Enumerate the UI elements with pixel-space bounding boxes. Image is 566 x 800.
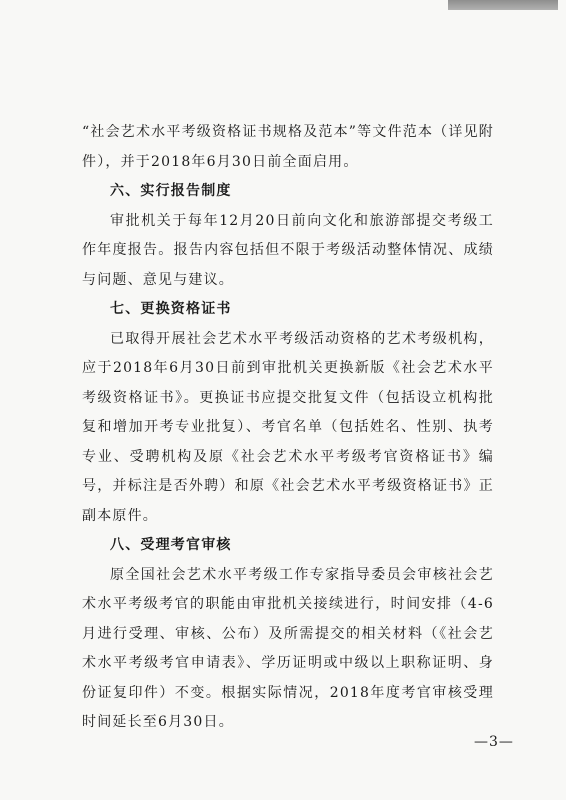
page-number: —3— (474, 734, 514, 750)
document-body (82, 118, 494, 738)
paragraph-report-system: 审批机关于每年12月20日前向文化和旅游部提交考级工作年度报告。报告内容包括但不限于考级活动整体情况、成绩与问题、意见与建议。 (82, 212, 494, 288)
section-heading-7: 七、更换资格证书 (110, 301, 232, 317)
section-heading-8: 八、受理考官审核 (110, 537, 232, 553)
section-heading-6: 六、实行报告制度 (110, 183, 232, 199)
scan-artifact-strip (448, 0, 558, 10)
paragraph-examiner-review: 原全国社会艺术水平考级工作专家指导委员会审核社会艺术水平考级考官的职能由审批机关接续进行，时间安排（4-6月进行受理、审核、公布）及所需提交的相关材料（《社会艺术水平考级考官申请表》、学历证明或中级以上职称证明、身份证复印件）不变。根据实际情况，2018年度考官审核受理时间延长至6月30日。 (82, 566, 494, 730)
paragraph-certificate-replacement: 已取得开展社会艺术水平考级活动资格的艺术考级机构，应于2018年6月30日前到审批机关更换新版《社会艺术水平考级资格证书》。更换证书应提交批复文件（包括设立机构批复和增加开考专业批复）、考官名单（包括姓名、性别、执考专业、受聘机构及原《社会艺术水平考级考官资格证书》编号，并标注是否外聘）和原《社会艺术水平考级资格证书》正副本原件。 (82, 330, 494, 524)
paragraph-continued: “社会艺术水平考级资格证书规格及范本”等文件范本（详见附件），并于2018年6月30日前全面启用。 (82, 124, 494, 170)
